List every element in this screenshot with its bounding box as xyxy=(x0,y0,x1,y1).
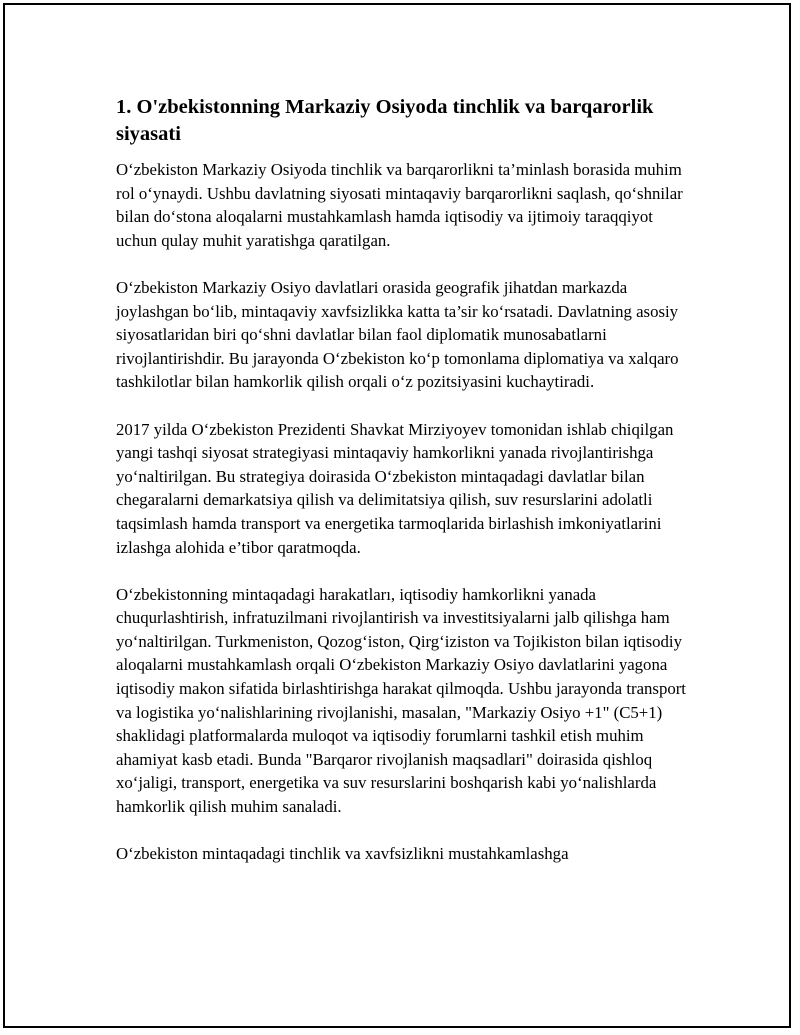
paragraph-1: O‘zbekiston Markaziy Osiyoda tinchlik va barqarorlikni ta’minlash borasida muhim rol o‘ynaydi. Ushbu davlatning siyosati mintaqaviy barqarorlikni saqlash, qo‘shnilar bilan do‘stona aloqalarni mustahkamlash hamda iqtisodiy va ijtimoiy taraqqiyot uchun qulay muhit yaratishga qaratilgan. xyxy=(116,160,683,250)
paragraph-2: O‘zbekiston Markaziy Osiyo davlatlari orasida geografik jihatdan markazda joylashgan bo‘lib, mintaqaviy xavfsizlikka katta ta’sir ko‘rsatadi. Davlatning asosiy siyosatlaridan biri qo‘shni davlatlar bilan faol diplomatik munosabatlarni rivojlantirishdir. Bu jarayonda O‘zbekiston ko‘p tomonlama diplomatiya va xalqaro tashkilotlar bilan hamkorlik qilish orqali o‘z pozitsiyasini kuchaytiradi. xyxy=(116,277,679,392)
paragraph-3: 2017 yilda O‘zbekiston Prezidenti Shavkat Mirziyoyev tomonidan ishlab chiqilgan yangi tashqi siyosat strategiyasi mintaqaviy hamkorlikni yanada rivojlantirishga yo‘naltirilgan. Bu strategiya doirasida O‘zbekiston mintaqadagi davlatlar bilan chegaralarni demarkatsiya qilish va delimitatsiya qilish, suv resurslarini adolatli taqsimlash hamda transport va energetika tarmoqlarida birlashish imkoniyatlarini izlashga alohida e’tibor qaratmoqda. xyxy=(116,419,674,557)
section-heading: 1. O'zbekistonning Markaziy Osiyoda tinchlik va barqarorlik siyasati xyxy=(116,96,654,145)
document-body xyxy=(116,94,691,889)
paragraph-5: O‘zbekiston mintaqadagi tinchlik va xavfsizlikni mustahkamlashga xyxy=(116,844,569,864)
paragraph-4: O‘zbekistonning mintaqadagi harakatları, iqtisodiy hamkorlikni yanada chuqurlashtirish, infratuzilmani rivojlantirish va investitsiyalarni jalb qilishga ham yo‘naltirilgan. Turkmeniston, Qozog‘iston, Qirg‘iziston va Tojikiston bilan iqtisodiy aloqalarni mustahkamlash orqali O‘zbekiston Markaziy Osiyo davlatlarini yagona iqtisodiy makon sifatida birlashtirishga harakat qilmoqda. Ushbu jarayonda transport va logistika yo‘nalishlarining rivojlanishi, masalan, "Markaziy Osiyo +1" (C5+1) shaklidagi platformalarda muloqot va iqtisodiy forumlarni tashkil etish muhim ahamiyat kasb etadi. Bunda "Barqaror rivojlanish maqsadlari" doirasida qishloq xo‘jaligi, transport, energetika va suv resurslarini boshqarish kabi yo‘nalishlarda hamkorlik qilish muhim sanaladi. xyxy=(116,584,686,817)
